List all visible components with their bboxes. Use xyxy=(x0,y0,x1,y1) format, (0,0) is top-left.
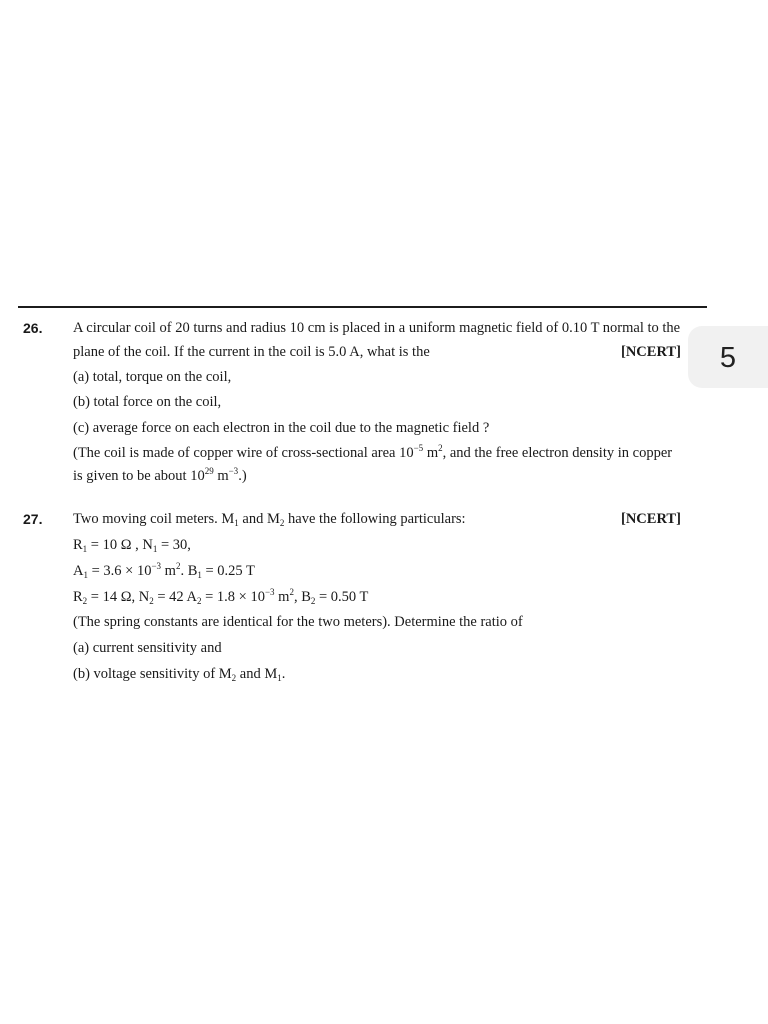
question-27-part-a: (a) current sensitivity and xyxy=(73,640,222,656)
question-27-part-b: (b) voltage sensitivity of $M_2$ and $M_1$. xyxy=(73,666,286,683)
question-27-spring-note: (The spring constants are identical for the two meters). Determine the ratio of xyxy=(73,614,523,630)
question-26-source-tag: [NCERT] xyxy=(621,344,681,360)
question-26-number: 26. xyxy=(23,320,43,336)
meter-1-resistance-turns: $R_1 = 10$ Ω , $N_1 = 30$, xyxy=(73,537,191,554)
question-26-part-c: (c) average force on each electron in the coil due to the magnetic field ? xyxy=(73,420,490,436)
question-26-text-line1: A circular coil of 20 turns and radius 10 cm is placed in a uniform magnetic field of 0.10 T normal to the xyxy=(73,320,681,336)
question-26-part-b: (b) total force on the coil, xyxy=(73,394,222,410)
question-26-note-line2: is given to be about $10^{29}$ $m^{-3}$.) xyxy=(73,466,247,484)
meter-1-area-field: $A_1 = 3.6 \times 10^{-3}$ $m^2$. $B_1 = 0.25$ T xyxy=(73,561,255,580)
page-number: 5 xyxy=(719,342,737,374)
question-27-number: 27. xyxy=(23,511,43,527)
question-26-text-line2: plane of the coil. If the current in the coil is 5.0 A, what is the xyxy=(73,344,430,360)
section-divider xyxy=(18,306,707,308)
question-27-intro: Two moving coil meters. $M_1$ and $M_2$ have the following particulars: xyxy=(73,511,466,528)
question-26-note-line1: (The coil is made of copper wire of cross-sectional area $10^{-5}$ $m^2$, and the free electron density in copper xyxy=(73,443,673,461)
meter-2-particulars: $R_2 = 14$ Ω, $N_2 = 42$ $A_2 = 1.8 \times 10^{-3}$ $m^2$, $B_2 = 0.50$ T xyxy=(73,587,369,606)
question-26-part-a: (a) total, torque on the coil, xyxy=(73,369,232,385)
question-27-source-tag: [NCERT] xyxy=(621,511,681,527)
